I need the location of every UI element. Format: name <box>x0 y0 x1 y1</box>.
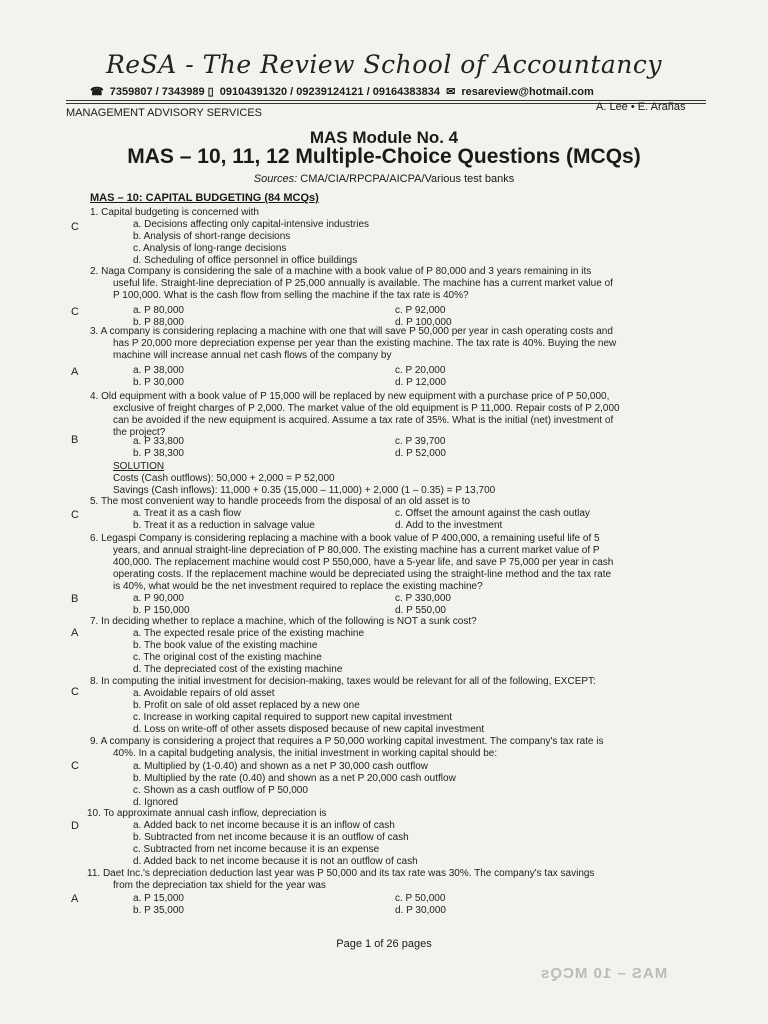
bleed-through-text: MAS – 10 MCQs <box>540 965 668 982</box>
question-line: can be avoided if the new equipment is acquired. Assume a tax rate of 35%. What is the initial (net) investment of <box>113 415 614 426</box>
module-title: MAS – 10, 11, 12 Multiple-Choice Questions (MCQs) <box>127 145 641 168</box>
question-line: d. P 100,000 <box>395 317 452 328</box>
question-line: 6. Legaspi Company is considering replacing a machine with a book value of P 400,000, a remaining useful life of 5 <box>90 533 600 544</box>
question-line: 5. The most convenient way to handle proceeds from the disposal of an old asset is to <box>90 496 471 507</box>
authors: A. Lee • E. Arañas <box>596 101 686 113</box>
question-line: c. P 20,000 <box>395 365 446 376</box>
question-line: d. The depreciated cost of the existing machine <box>133 664 343 675</box>
question-line: b. Subtracted from net income because it is an outflow of cash <box>133 832 409 843</box>
question-line: d. Scheduling of office personnel in office buildings <box>133 255 358 266</box>
question-line: the project? <box>113 427 166 438</box>
question-line: b. The book value of the existing machine <box>133 640 318 651</box>
question-line: 11. Daet Inc.'s depreciation deduction last year was P 50,000 and its tax rate was 30%. The company's tax savings <box>87 868 595 879</box>
answer-key: C <box>71 686 79 698</box>
question-line: a. P 80,000 <box>133 305 184 316</box>
question-line: a. Decisions affecting only capital-intensive industries <box>133 219 370 230</box>
phone-numbers: 7359807 / 7343989 <box>109 86 205 98</box>
question-line: d. Added back to net income because it is not an outflow of cash <box>133 856 418 867</box>
answer-key: C <box>71 306 79 318</box>
question-line: c. P 330,000 <box>395 593 451 604</box>
question-line: c. Analysis of long-range decisions <box>133 243 287 254</box>
question-line: c. Subtracted from net income because it is an expense <box>133 844 380 855</box>
question-line: d. P 30,000 <box>395 905 446 916</box>
question-line: 8. In computing the initial investment for decision-making, taxes would be relevant for all of the following, EXCEPT: <box>90 676 596 687</box>
question-line: a. P 38,000 <box>133 365 184 376</box>
question-line: a. P 15,000 <box>133 893 184 904</box>
question-line: b. P 38,300 <box>133 448 184 459</box>
question-line: operating costs. If the replacement machine would be depreciated using the straight-line method and the tax rate <box>113 569 612 580</box>
question-line: a. Multiplied by (1-0.40) and shown as a net P 30,000 cash outflow <box>133 761 428 772</box>
mobile-numbers: 09104391320 / 09239124121 / 09164383834 <box>219 86 441 98</box>
question-line: 3. A company is considering replacing a machine with one that will save P 50,000 per year in cash operating costs and <box>90 326 613 337</box>
question-line: Costs (Cash outflows): 50,000 + 2,000 = P 52,000 <box>113 473 335 484</box>
answer-key: B <box>71 434 79 446</box>
school-name-logo: ReSA - The Review School of Accountancy <box>105 50 663 79</box>
question-line: 40%. In a capital budgeting analysis, the initial investment in working capital should be: <box>113 748 498 759</box>
question-line: c. P 92,000 <box>395 305 446 316</box>
question-line: c. Shown as a cash outflow of P 50,000 <box>133 785 308 796</box>
question-line: Savings (Cash inflows): 11,000 + 0.35 (15,000 – 11,000) + 2,000 (1 – 0.35) = P 13,700 <box>113 485 496 496</box>
module-number: MAS Module No. 4 <box>309 128 459 147</box>
question-line: d. P 12,000 <box>395 377 446 388</box>
question-line: b. P 30,000 <box>133 377 184 388</box>
mobile-phone-icon: ▯ <box>207 86 214 98</box>
question-line: c. P 39,700 <box>395 436 446 447</box>
sources-text: CMA/CIA/RPCPA/AICPA/Various test banks <box>300 173 515 185</box>
question-line: a. Treat it as a cash flow <box>133 508 241 519</box>
question-line: 9. A company is considering a project that requires a P 50,000 working capital investment. The company's tax rate is <box>90 736 604 747</box>
question-line: machine will increase annual net cash flows of the company by <box>113 350 392 361</box>
question-line: b. P 88,000 <box>133 317 184 328</box>
department-label: MANAGEMENT ADVISORY SERVICES <box>66 107 263 119</box>
sources-line <box>0 173 768 185</box>
question-line: b. P 150,000 <box>133 605 190 616</box>
question-line: c. Increase in working capital required to support new capital investment <box>133 712 453 723</box>
question-line: has P 20,000 more depreciation expense per year than the existing machine. The tax rate is 40%. Buying the new <box>113 338 617 349</box>
question-line: b. Analysis of short-range decisions <box>133 231 291 242</box>
question-line: a. Added back to net income because it is an inflow of cash <box>133 820 395 831</box>
question-line: d. Ignored <box>133 797 179 808</box>
answer-key: D <box>71 820 79 832</box>
question-line: b. P 35,000 <box>133 905 184 916</box>
question-line: is 40%, what would be the net investment required to replace the existing machine? <box>113 581 483 592</box>
question-line: a. Avoidable repairs of old asset <box>133 688 275 699</box>
question-line: d. Loss on write-off of other assets disposed because of new capital investment <box>133 724 485 735</box>
question-line: 7. In deciding whether to replace a machine, which of the following is NOT a sunk cost? <box>90 616 477 627</box>
question-line: a. The expected resale price of the existing machine <box>133 628 365 639</box>
question-line: b. Profit on sale of old asset replaced by a new one <box>133 700 360 711</box>
question-line: years, and annual straight-line depreciation of P 80,000. The existing machine has a current market value of P <box>113 545 600 556</box>
answer-key: B <box>71 593 79 605</box>
question-line: SOLUTION <box>113 461 165 472</box>
answer-key: C <box>71 221 79 233</box>
answer-key: A <box>71 627 79 639</box>
question-line: c. Offset the amount against the cash outlay <box>395 508 590 519</box>
question-line: useful life. Straight-line depreciation of P 25,000 annually is available. The machine has a current market value of <box>113 278 613 289</box>
sources-label: Sources: <box>253 173 298 185</box>
question-line: b. Treat it as a reduction in salvage value <box>133 520 315 531</box>
question-line: c. P 50,000 <box>395 893 446 904</box>
question-line: d. P 550,00 <box>395 605 446 616</box>
question-line: c. The original cost of the existing machine <box>133 652 322 663</box>
question-line: from the depreciation tax shield for the year was <box>113 880 326 891</box>
question-line: 2. Naga Company is considering the sale of a machine with a book value of P 80,000 and 3 years remaining in its <box>90 266 592 277</box>
question-line: exclusive of freight charges of P 2,000. The market value of the old equipment is P 11,000. Repair costs of P 2,000 <box>113 403 620 414</box>
question-line: P 100,000. What is the cash flow from selling the machine if the tax rate is 40%? <box>113 290 469 301</box>
telephone-icon: ☎ <box>90 86 104 98</box>
question-line: 10. To approximate annual cash inflow, depreciation is <box>87 808 327 819</box>
question-line: a. P 90,000 <box>133 593 184 604</box>
question-line: 4. Old equipment with a book value of P 15,000 will be replaced by new equipment with a purchase price of P 50,000, <box>90 391 610 402</box>
question-line: 400,000. The replacement machine would cost P 550,000, have a 5-year life, and save P 75,000 per year in cash <box>113 557 614 568</box>
question-line: b. Multiplied by the rate (0.40) and shown as a net P 20,000 cash outflow <box>133 773 456 784</box>
contact-line <box>90 85 594 98</box>
question-line: d. Add to the investment <box>395 520 503 531</box>
answer-key: A <box>71 893 79 905</box>
answer-key: C <box>71 760 79 772</box>
answer-key: C <box>71 509 79 521</box>
section-heading: MAS – 10: CAPITAL BUDGETING (84 MCQs) <box>90 192 319 204</box>
mail-icon: ✉ <box>446 86 456 98</box>
question-line: 1. Capital budgeting is concerned with <box>90 207 259 218</box>
question-line: a. P 33,800 <box>133 436 184 447</box>
page-footer: Page 1 of 26 pages <box>336 938 432 950</box>
email-address: resareview@hotmail.com <box>461 86 594 98</box>
answer-key: A <box>71 366 79 378</box>
question-line: d. P 52,000 <box>395 448 446 459</box>
